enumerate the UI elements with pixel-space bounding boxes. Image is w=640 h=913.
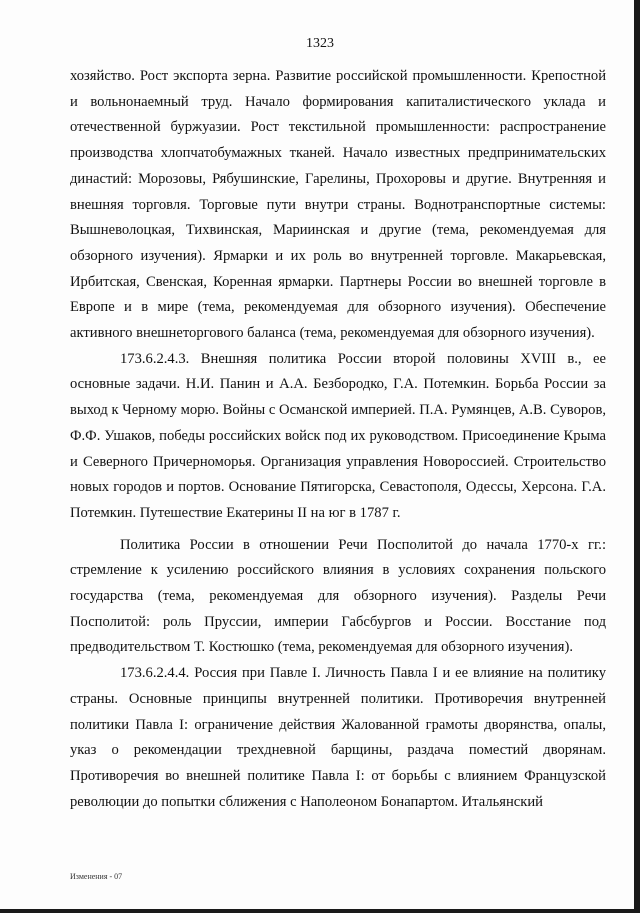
scan-edge-right	[634, 0, 640, 913]
page-number: 1323	[306, 36, 334, 51]
body-text	[70, 64, 606, 815]
paragraph-rech-pospolita: Политика России в отношении Речи Посполитой до начала 1770-х гг.: стремление к усилению российского влияния в условиях сохранения польского государства (тема, рекомендуемая для обзорного изучения). Разделы Речи Посполитой: роль Пруссии, империи Габсбургов и России. Восстание под предводительством Т. Костюшко (тема, рекомендуемая для обзорного изучения).	[70, 536, 606, 656]
footer-revision-note: Изменения - 07	[70, 872, 123, 881]
paragraph-pavel-i: 173.6.2.4.4. Россия при Павле I. Личность Павла I и ее влияние на политику страны. Основные принципы внутренней политики. Противоречия внутренней политики Павла I: ограничение действия Жалованной грамоты дворянства, опалы, указ о рекомендации трехдневной барщины, раздача поместий дворянам. Противоречия во внешней политике Павла I: от борьбы с влиянием Французской революции до попытки сближения с Наполеоном Бонапартом. Итальянский	[70, 665, 606, 810]
paragraph-foreign-policy: 173.6.2.4.3. Внешняя политика России второй половины XVIII в., ее основные задачи. Н.И. Панин и А.А. Безбородко, Г.А. Потемкин. Борьба России за выход к Черному морю. Войны с Османской империей. П.А. Румянцев, А.В. Суворов, Ф.Ф. Ушаков, победы российских войск под их руководством. Присоединение Крыма и Северного Причерноморья. Организация управления Новороссией. Строительство новых городов и портов. Основание Пятигорска, Севастополя, Одессы, Херсона. Г.А. Потемкин. Путешествие Екатерины II на юг в 1787 г.	[70, 350, 606, 521]
scan-edge-bottom	[0, 909, 640, 913]
paragraph-economy: хозяйство. Рост экспорта зерна. Развитие российской промышленности. Крепостной и вольнонаемный труд. Начало формирования капиталистического уклада и отечественной буржуазии. Рост текстильной промышленности: распространение производства хлопчатобумажных тканей. Начало известных предпринимательских династий: Морозовы, Рябушинские, Гарелины, Прохоровы и другие. Внутренняя и внешняя торговля. Торговые пути внутри страны. Воднотранспортные системы: Вышневолоцкая, Тихвинская, Мариинская и другие (тема, рекомендуемая для обзорного изучения). Ярмарки и их роль во внутренней торговле. Макарьевская, Ирбитская, Свенская, Коренная ярмарки. Партнеры России во внешней торговле в Европе и в мире (тема, рекомендуемая для обзорного изучения). Обеспечение активного внешнеторгового баланса (тема, рекомендуемая для обзорного изучения).	[70, 68, 606, 342]
